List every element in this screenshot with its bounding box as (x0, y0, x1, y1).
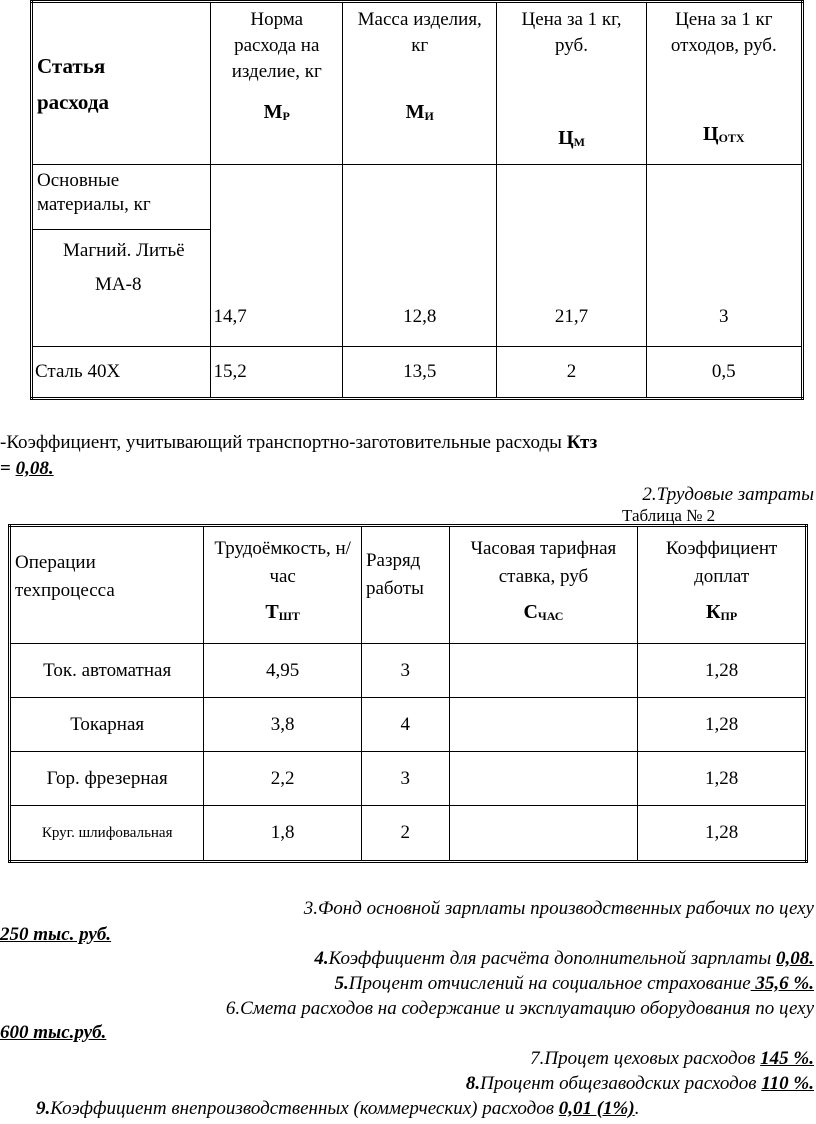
price-cell (497, 347, 646, 399)
material-name-cell (32, 347, 211, 399)
material-name-2: МА-8 (95, 274, 142, 295)
coef-cell: 1,28 (638, 644, 807, 698)
operation-cell: Круг. шлифовальная (10, 806, 204, 862)
item-4 (314, 948, 814, 970)
material-name-cell (32, 165, 211, 347)
header-cell-grade (361, 526, 449, 644)
coef-cell: 1,28 (638, 698, 807, 752)
operation-cell: Ток. автоматная (10, 644, 204, 698)
table-row (10, 806, 807, 862)
header-norm-symbol: $М_Р$ (263, 101, 290, 123)
section-title-text: Трудовые затраты (656, 484, 814, 505)
item-text: Фонд основной зарплаты производственных рабочих по цеху (318, 898, 814, 919)
materials-table (30, 0, 804, 400)
header-cell-waste (646, 2, 802, 165)
item-3-value: 250 тыс. руб. (0, 924, 112, 945)
price-value: 2 (566, 361, 577, 382)
header-grade-label: Разряд работы (365, 550, 424, 599)
item-value: 145 %. (760, 1048, 814, 1069)
header-cell-coef (638, 526, 807, 644)
waste-cell (646, 347, 802, 399)
waste-cell (646, 165, 802, 347)
item-8 (466, 1073, 814, 1095)
header-labor-label: Трудоёмкость, н/час (214, 538, 351, 587)
coef-cell: 1,28 (638, 806, 807, 862)
header-price-label: Цена за 1 кг, руб. (521, 9, 622, 56)
table-row (10, 644, 807, 698)
norm-cell (211, 347, 343, 399)
item-tail: . (634, 1098, 640, 1119)
waste-value: 0,5 (711, 361, 736, 382)
header-cell-labor (204, 526, 362, 644)
item-number: 5. (334, 973, 349, 994)
item-value: 35,6 %. (750, 973, 814, 994)
item-number: 9. (36, 1098, 51, 1119)
header-operation-label: Операции техпроцесса (15, 552, 115, 601)
header-waste-symbol: $Ц_{ОТХ}$ (703, 123, 745, 145)
price-value: 21,7 (554, 306, 589, 327)
operation-cell: Токарная (10, 698, 204, 752)
table-row (10, 752, 807, 806)
rate-cell (449, 752, 638, 806)
material-name: Сталь 40Х (35, 361, 121, 382)
table-row (10, 698, 807, 752)
materials-row-steel (32, 347, 803, 399)
grade-cell: 4 (361, 698, 449, 752)
item-value: 0,01 (1%) (558, 1098, 635, 1119)
item-text: Смета расходов на содержание и эксплуатацию оборудования по цеху (240, 998, 814, 1019)
item-6-value: 600 тыс.руб. (0, 1022, 107, 1043)
operation-cell: Гор. фрезерная (10, 752, 204, 806)
header-norm-label: Норма расхода на изделие, кг (231, 9, 322, 82)
header-mass-symbol: $М_И$ (405, 101, 434, 123)
item-text: Процент общезаводских расходов (480, 1073, 762, 1094)
item-number: 8. (465, 1073, 481, 1094)
mass-value: 13,5 (403, 361, 437, 382)
rate-cell (449, 698, 638, 752)
item-number: 6. (225, 998, 241, 1019)
transport-coef-symbol: Ктз (566, 432, 598, 453)
item-text: Коэффициент внепроизводственных (коммерческих) расходов (50, 1098, 559, 1119)
item-text: Коэффициент для расчёта дополнительной зарплаты (328, 948, 776, 969)
grade-cell: 3 (361, 644, 449, 698)
item-text: Процет цеховых расходов (544, 1048, 761, 1069)
item-value: 0,08. (776, 948, 814, 969)
material-name-1: Магний. Литьё (63, 240, 185, 261)
rate-cell (449, 644, 638, 698)
header-coef-label: Коэффициент доплат (665, 538, 778, 587)
item-number: 4. (314, 948, 329, 969)
item-text: Процент отчислений на социальное страхование (348, 973, 751, 994)
norm-cell (211, 165, 343, 347)
mass-cell (343, 347, 497, 399)
item-number: 3. (303, 898, 319, 919)
mass-cell (343, 165, 497, 347)
header-cell-operation (10, 526, 204, 644)
waste-value: 3 (719, 306, 729, 327)
item-number: 7. (530, 1048, 545, 1069)
item-value: 110 %. (761, 1073, 814, 1094)
labor-cell: 2,2 (204, 752, 362, 806)
equals-sign: = (0, 458, 16, 479)
mass-value: 12,8 (403, 306, 437, 327)
item-7 (530, 1048, 814, 1070)
labor-cell: 1,8 (204, 806, 362, 862)
header-price-symbol: $Ц_М$ (558, 127, 585, 149)
item-3 (304, 898, 814, 920)
transport-coef-value: 0,08. (15, 458, 54, 479)
header-mass-label: Масса изделия, кг (357, 9, 482, 56)
price-cell (497, 165, 646, 347)
coef-cell: 1,28 (638, 752, 807, 806)
materials-header-row (32, 2, 803, 165)
labor-cell: 4,95 (204, 644, 362, 698)
labor-header-row (10, 526, 807, 644)
item-5 (335, 973, 814, 995)
transport-coef-value-line (0, 458, 54, 480)
header-cell-price (497, 2, 646, 165)
header-cell-rate (449, 526, 638, 644)
header-cell-norm (211, 2, 343, 165)
header-cell-item (32, 2, 211, 165)
group-label: Основные материалы, кг (33, 165, 210, 230)
section-number: 2. (642, 484, 657, 505)
labor-cell: 3,8 (204, 698, 362, 752)
header-rate-label: Часовая тарифная ставка, руб (470, 538, 617, 587)
materials-row-magnesium (32, 165, 803, 347)
table-2-label: Таблица № 2 (622, 506, 716, 525)
header-waste-label: Цена за 1 кг отходов, руб. (670, 9, 777, 56)
labor-table (8, 524, 808, 863)
section-2-title (642, 484, 814, 506)
header-cell-mass (343, 2, 497, 165)
header-coef-symbol: $К_{ПР}$ (706, 601, 738, 623)
rate-cell (449, 806, 638, 862)
header-item-label: Статья расхода (37, 53, 109, 114)
transport-coef-line (0, 432, 597, 454)
grade-cell: 3 (361, 752, 449, 806)
header-rate-symbol: $С_{ЧАС}$ (523, 601, 564, 623)
item-9 (36, 1098, 639, 1120)
grade-cell: 2 (361, 806, 449, 862)
norm-value: 15,2 (213, 361, 247, 382)
item-6 (226, 998, 814, 1020)
norm-value: 14,7 (213, 306, 247, 327)
header-labor-symbol: $Т_{ШТ}$ (265, 601, 300, 623)
transport-coef-text: -Коэффициент, учитывающий транспортно-заготовительные расходы (0, 432, 567, 453)
